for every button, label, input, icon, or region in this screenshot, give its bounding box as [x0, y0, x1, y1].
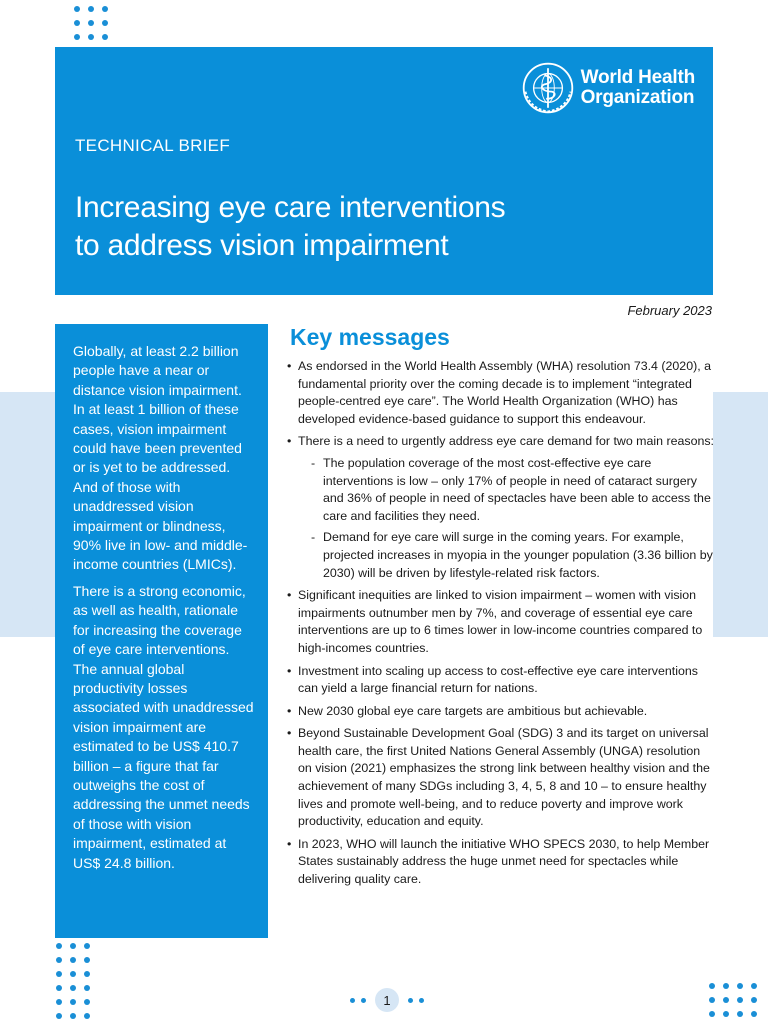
sidebar-paragraph: Globally, at least 2.2 billion people have a near or distance vision impairment. In at least 1 billion of these cases, vision impairment could have been prevented or is yet to be addressed. And of those with unaddressed vision impairment or blindness, 90% live in low- and middle-income countries (LMICs). — [73, 343, 248, 573]
summary-sidebar — [55, 324, 268, 938]
light-band-right — [713, 392, 768, 637]
list-item: • Significant inequities are linked to vision impairment – women with vision impairments outnumber men by 7%, and coverage of essential eye care interventions are up to 6 times lower in low-income countries compared to high-incomes countries. — [284, 587, 716, 657]
decorative-dots-bottom-right — [709, 983, 757, 1017]
page-number: 1 — [375, 988, 399, 1012]
who-emblem-icon — [521, 61, 575, 115]
pager-dot — [419, 998, 424, 1003]
document-title: Increasing eye care interventions to address vision impairment — [75, 191, 506, 262]
list-item: • As endorsed in the World Health Assembly (WHA) resolution 73.4 (2020), a fundamental priority over the coming decade is to implement “integrated people-centred eye care”. The World Health Organization (WHO) has developed evidence-based guidance to support this endeavour. — [284, 358, 716, 428]
sub-list-item: - The population coverage of the most cost-effective eye care interventions is low – only 17% of people in need of cataract surgery and 36% of people in need of spectacles have been able to access the care and facilities they need. — [307, 455, 716, 525]
sub-list — [298, 455, 716, 582]
key-messages-heading: Key messages — [290, 324, 450, 350]
sub-list-item: - Demand for eye care will surge in the coming years. For example, projected increases in myopia in the younger population (3.36 billion by 2030) will be driven by lifestyle-related risk factors. — [307, 529, 716, 582]
who-logo — [521, 61, 695, 115]
pager-dot — [408, 998, 413, 1003]
light-band-left — [0, 392, 55, 637]
list-item: • Investment into scaling up access to cost-effective eye care interventions can yield a large financial return for nations. — [284, 663, 716, 698]
pager-dot — [350, 998, 355, 1003]
sidebar-paragraph: There is a strong economic, as well as health, rationale for increasing the coverage of eye care interventions. The annual global productivity losses associated with unaddressed vision impairment are estimated to be US$ 410.7 billion – a figure that far outweighs the cost of addressing the unmet needs of those with vision impairment, estimated at US$ 24.8 billion. — [73, 582, 254, 871]
list-item: • In 2023, WHO will launch the initiative WHO SPECS 2030, to help Member States sustainably address the huge unmet need for spectacles while delivering quality care. — [284, 836, 716, 889]
header-banner — [55, 47, 713, 295]
who-name: World Health Organization — [580, 67, 695, 108]
list-item: • There is a need to urgently address eye care demand for two main reasons: - The population coverage of the most cost-effective eye care interventions is low – only 17% of people in need of cataract surgery and 36% of people in need of spectacles have been able to access the care and facilities they need. - Demand for eye care will surge in the coming years. For example, projected increases in myopia in the younger population (3.36 billion by 2030) will be driven by lifestyle-related risk factors. — [284, 433, 716, 582]
list-item: • Beyond Sustainable Development Goal (SDG) 3 and its target on universal health care, the first United Nations General Assembly (UNGA) resolution on vision (2021) emphasizes the strong link between healthy vision and the achievement of many SDGs including 3, 4, 5, 8 and 10 – to ensure healthy lives and promote well-being, and to reduce poverty and improve work productivity, education and equity. — [284, 725, 716, 831]
list-item: • New 2030 global eye care targets are ambitious but achievable. — [284, 703, 716, 721]
key-messages-list — [284, 358, 716, 894]
decorative-dots-bottom-left — [56, 943, 90, 1019]
page-indicator — [350, 988, 424, 1012]
publication-date: February 2023 — [627, 303, 712, 318]
pager-dot — [361, 998, 366, 1003]
document-type-label: TECHNICAL BRIEF — [75, 136, 231, 155]
